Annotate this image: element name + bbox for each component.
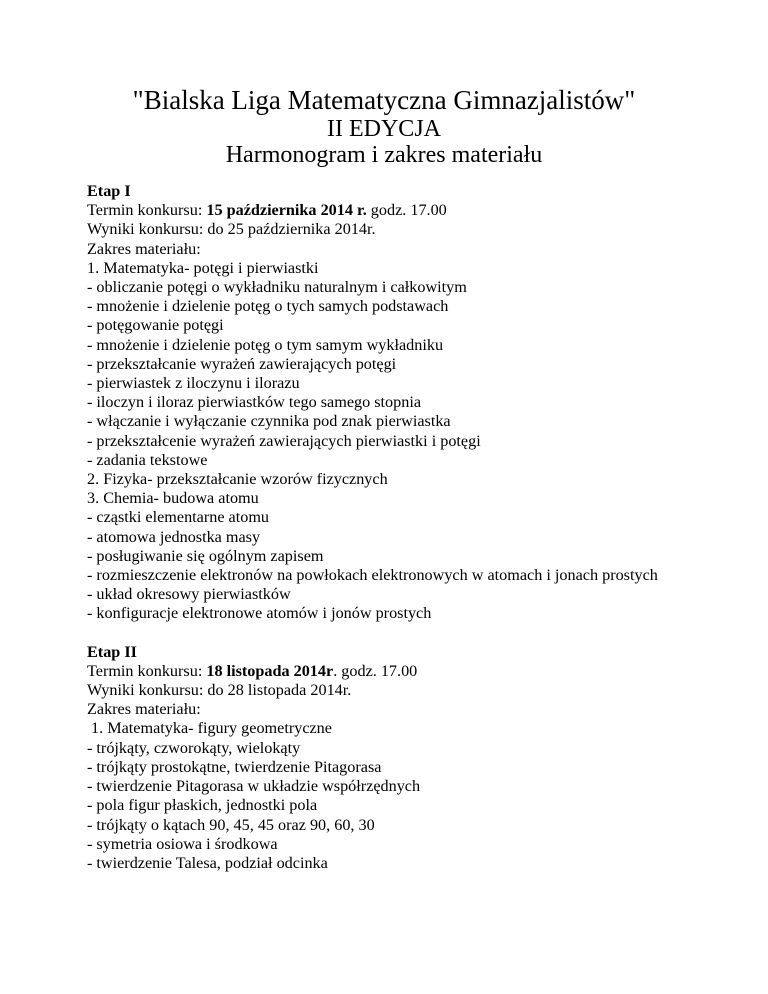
- list-item: - twierdzenie Talesa, podział odcinka: [87, 853, 328, 872]
- list-item: - trójkąty prostokątne, twierdzenie Pitagorasa: [87, 757, 382, 776]
- section-heading: Etap II: [87, 642, 137, 661]
- list-item: - iloczyn i iloraz pierwiastków tego samego stopnia: [87, 393, 422, 412]
- wyniki-line: Wyniki konkursu: do 28 listopada 2014r.: [87, 681, 352, 700]
- list-item: 1. Matematyka- potęgi i pierwiastki: [87, 258, 319, 277]
- list-item: 1. Matematyka- figury geometryczne: [87, 719, 332, 738]
- termin-line: [87, 662, 747, 681]
- list-item: - układ okresowy pierwiastków: [87, 585, 291, 604]
- section-heading: Etap I: [87, 182, 131, 200]
- wyniki-line: Wyniki konkursu: do 25 października 2014r.: [87, 220, 376, 239]
- document-header: [0, 84, 768, 168]
- list-item: 2. Fizyka- przekształcanie wzorów fizycznych: [87, 470, 388, 489]
- termin-time: godz. 17.00: [366, 201, 447, 220]
- list-item: - konfiguracje elektronowe atomów i jonów prostych: [87, 604, 432, 623]
- document-subtitle: Harmonogram i zakres materiału: [225, 142, 543, 168]
- document-body: [87, 182, 747, 873]
- termin-time: . godz. 17.00: [333, 661, 418, 680]
- list-item: - trójkąty, czworokąty, wielokąty: [87, 738, 301, 757]
- termin-date: 18 listopada 2014r: [206, 661, 334, 680]
- list-item: - włączanie i wyłączanie czynnika pod znak pierwiastka: [87, 412, 451, 431]
- section-etap-1: [87, 182, 747, 624]
- zakres-label: Zakres materiału:: [87, 700, 201, 719]
- list-item: - twierdzenie Pitagorasa w układzie współrzędnych: [87, 777, 421, 796]
- termin-label: Termin konkursu:: [87, 661, 207, 680]
- zakres-label: Zakres materiału:: [87, 239, 201, 258]
- list-item: - atomowa jednostka masy: [87, 527, 261, 546]
- list-item: - pierwiastek z iloczynu i ilorazu: [87, 374, 300, 393]
- document-title: "Bialska Liga Matematyczna Gimnazjalistów": [132, 85, 636, 115]
- termin-line: [87, 201, 747, 220]
- list-item: - mnożenie i dzielenie potęg o tych samych podstawach: [87, 297, 449, 316]
- list-item: - przekształcanie wyrażeń zawierających potęgi: [87, 354, 397, 373]
- list-item: - symetria osiowa i środkowa: [87, 834, 278, 853]
- list-item: - trójkąty o kątach 90, 45, 45 oraz 90, 60, 30: [87, 815, 375, 834]
- list-item: - potęgowanie potęgi: [87, 316, 224, 335]
- list-item: 3. Chemia- budowa atomu: [87, 489, 259, 508]
- termin-date: 15 października 2014 r.: [206, 201, 367, 220]
- termin-label: Termin konkursu:: [87, 201, 207, 220]
- list-item: - posługiwanie się ogólnym zapisem: [87, 546, 324, 565]
- list-item: - przekształcenie wyrażeń zawierających pierwiastki i potęgi: [87, 431, 481, 450]
- list-item: - obliczanie potęgi o wykładniku naturalnym i całkowitym: [87, 278, 467, 297]
- list-item: - pola figur płaskich, jednostki pola: [87, 796, 318, 815]
- list-item: - zadania tekstowe: [87, 450, 208, 469]
- list-item: - cząstki elementarne atomu: [87, 508, 270, 527]
- list-item: - rozmieszczenie elektronów na powłokach elektronowych w atomach i jonach prostych: [87, 566, 658, 585]
- edition-label: II EDYCJA: [327, 116, 441, 142]
- list-item: - mnożenie i dzielenie potęg o tym samym wykładniku: [87, 335, 444, 354]
- section-etap-2: [87, 643, 747, 873]
